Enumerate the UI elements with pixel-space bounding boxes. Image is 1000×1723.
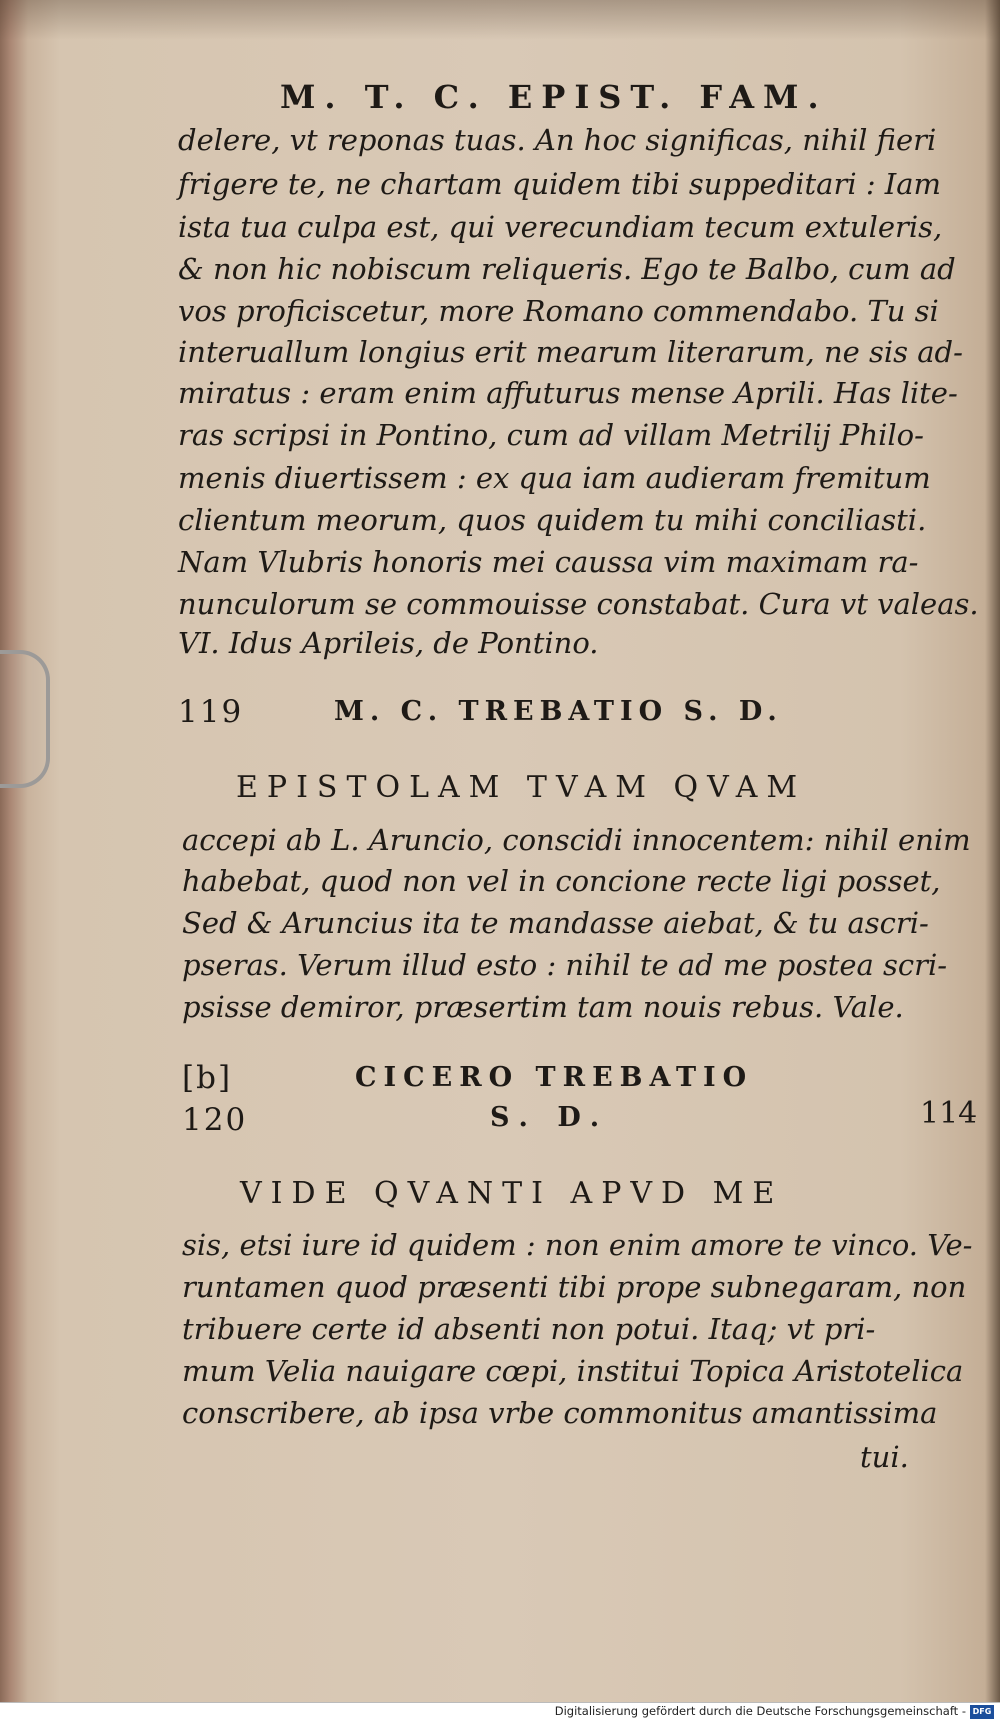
letter-heading: M. C. TREBATIO S. D. [334, 696, 783, 727]
letter-marker: [b] [182, 1060, 233, 1096]
text-line: menis diuertissem : ex qua iam audieram fremitum [178, 461, 931, 495]
running-head: M. T. C. EPIST. FAM. [280, 78, 828, 116]
text-line: conscribere, ab ipsa vrbe commonitus amantissima [182, 1396, 938, 1430]
page-shadow [0, 0, 1000, 40]
text-line: sis, etsi iure id quidem : non enim amore te vinco. Ve- [182, 1228, 973, 1262]
text-line: VI. Idus Aprileis, de Pontino. [178, 626, 599, 660]
text-line: interuallum longius erit mearum literarum, ne sis ad- [178, 335, 963, 369]
text-line: tribuere certe id absenti non potui. Itaq; vt pri- [182, 1312, 876, 1346]
text-line: & non hic nobiscum reliqueris. Ego te Balbo, cum ad [178, 252, 956, 286]
text-line: ras scripsi in Pontino, cum ad villam Metrilij Philo- [178, 418, 924, 452]
text-line: psisse demiror, præsertim tam nouis rebus. Vale. [182, 990, 904, 1024]
text-line: Nam Vlubris honoris mei caussa vim maximam ra- [178, 545, 919, 579]
text-line: nunculorum se commouisse constabat. Cura vt valeas. [178, 587, 979, 621]
margin-number: 114 [920, 1096, 978, 1131]
text-line: accepi ab L. Aruncio, conscidi innocentem: nihil enim [182, 823, 971, 857]
letter-heading-sub: S. D. [490, 1102, 610, 1133]
text-line: Sed & Aruncius ita te mandasse aiebat, & tu ascri- [182, 906, 929, 940]
footer-credit: Digitalisierung gefördert durch die Deutsche Forschungsgemeinschaft - [554, 1704, 966, 1718]
letter-incipit: EPISTOLAM TVAM QVAM [236, 770, 807, 805]
text-line: frigere te, ne chartam quidem tibi suppeditari : Iam [178, 167, 942, 201]
text-line: habebat, quod non vel in concione recte ligi posset, [182, 864, 941, 898]
text-line: runtamen quod præsenti tibi prope subnegaram, non [182, 1270, 967, 1304]
letter-incipit: VIDE QVANTI APVD ME [240, 1176, 784, 1211]
text-line: mum Velia nauigare cœpi, institui Topica Aristotelica [182, 1354, 964, 1388]
text-line: ista tua culpa est, qui verecundiam tecum extuleris, [178, 210, 943, 244]
catchword: tui. [860, 1440, 909, 1474]
text-line: delere, vt reponas tuas. An hoc significas, nihil fieri [178, 123, 937, 157]
letter-heading: CICERO TREBATIO [355, 1062, 754, 1093]
letter-number: 119 [178, 694, 244, 730]
letter-number: 120 [182, 1102, 248, 1138]
text-line: clientum meorum, quos quidem tu mihi conciliasti. [178, 503, 927, 537]
text-line: miratus : eram enim affuturus mense Aprili. Has lite- [178, 376, 958, 410]
text-line: pseras. Verum illud esto : nihil te ad me postea scri- [182, 948, 948, 982]
text-line: vos proficiscetur, more Romano commendabo. Tu si [178, 294, 939, 328]
dfg-logo: DFG [970, 1705, 994, 1719]
page-clip [0, 650, 50, 788]
